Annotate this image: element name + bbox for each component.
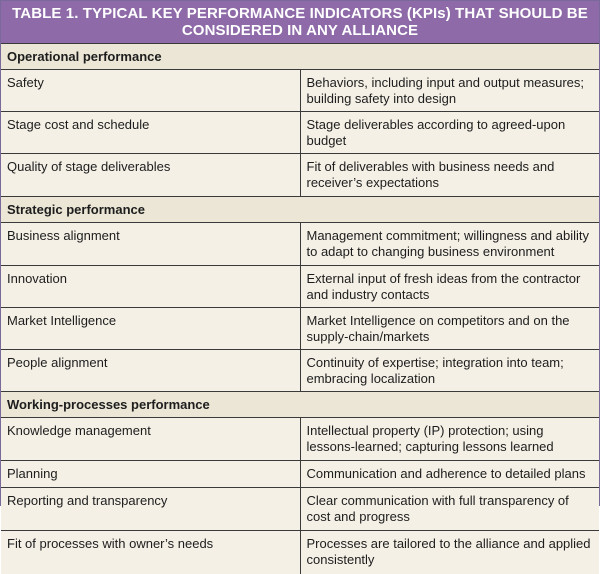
table-row bbox=[1, 266, 599, 308]
kpi-description: Communication and adherence to detailed plans bbox=[300, 461, 599, 488]
section-heading-row bbox=[1, 197, 599, 223]
table-row bbox=[1, 70, 599, 112]
table-row bbox=[1, 531, 599, 574]
table-row bbox=[1, 461, 599, 488]
table-row bbox=[1, 488, 599, 531]
kpi-name: Reporting and transparency bbox=[1, 488, 300, 531]
table-title-line-1: TABLE 1. TYPICAL KEY PERFORMANCE INDICATORS (KPIs) THAT SHOULD BE bbox=[12, 5, 588, 22]
kpi-name: Market Intelligence bbox=[1, 308, 300, 350]
kpi-grid bbox=[1, 43, 599, 574]
kpi-name: Fit of processes with owner’s needs bbox=[1, 531, 300, 574]
kpi-description: Management commitment; willingness and ability to adapt to changing business environment bbox=[300, 223, 599, 266]
table-row bbox=[1, 112, 599, 154]
table-title-line-2: CONSIDERED IN ANY ALLIANCE bbox=[181, 22, 419, 39]
table-row bbox=[1, 154, 599, 197]
kpi-description: Behaviors, including input and output measures; building safety into design bbox=[300, 70, 599, 112]
section-heading-row bbox=[1, 392, 599, 418]
table-row bbox=[1, 418, 599, 461]
table-row bbox=[1, 350, 599, 392]
section-heading: Operational performance bbox=[1, 44, 599, 70]
kpi-name: Planning bbox=[1, 461, 300, 488]
section-heading-row bbox=[1, 44, 599, 70]
table-row bbox=[1, 308, 599, 350]
section-heading: Working-processes performance bbox=[1, 392, 599, 418]
kpi-description: Intellectual property (IP) protection; using lessons-learned; capturing lessons learned bbox=[300, 418, 599, 461]
table-title bbox=[1, 1, 599, 43]
kpi-description: Fit of deliverables with business needs and receiver’s expectations bbox=[300, 154, 599, 197]
kpi-description: Market Intelligence on competitors and on the supply-chain/markets bbox=[300, 308, 599, 350]
table-row bbox=[1, 223, 599, 266]
kpi-description: Stage deliverables according to agreed-upon budget bbox=[300, 112, 599, 154]
kpi-name: Business alignment bbox=[1, 223, 300, 266]
kpi-name: Quality of stage deliverables bbox=[1, 154, 300, 197]
kpi-name: Safety bbox=[1, 70, 300, 112]
kpi-name: Stage cost and schedule bbox=[1, 112, 300, 154]
kpi-name: Knowledge management bbox=[1, 418, 300, 461]
kpi-name: People alignment bbox=[1, 350, 300, 392]
kpi-description: External input of fresh ideas from the contractor and industry contacts bbox=[300, 266, 599, 308]
kpi-description: Clear communication with full transparency of cost and progress bbox=[300, 488, 599, 531]
kpi-description: Continuity of expertise; integration into team; embracing localization bbox=[300, 350, 599, 392]
section-heading: Strategic performance bbox=[1, 197, 599, 223]
kpi-description: Processes are tailored to the alliance and applied consistently bbox=[300, 531, 599, 574]
kpi-name: Innovation bbox=[1, 266, 300, 308]
